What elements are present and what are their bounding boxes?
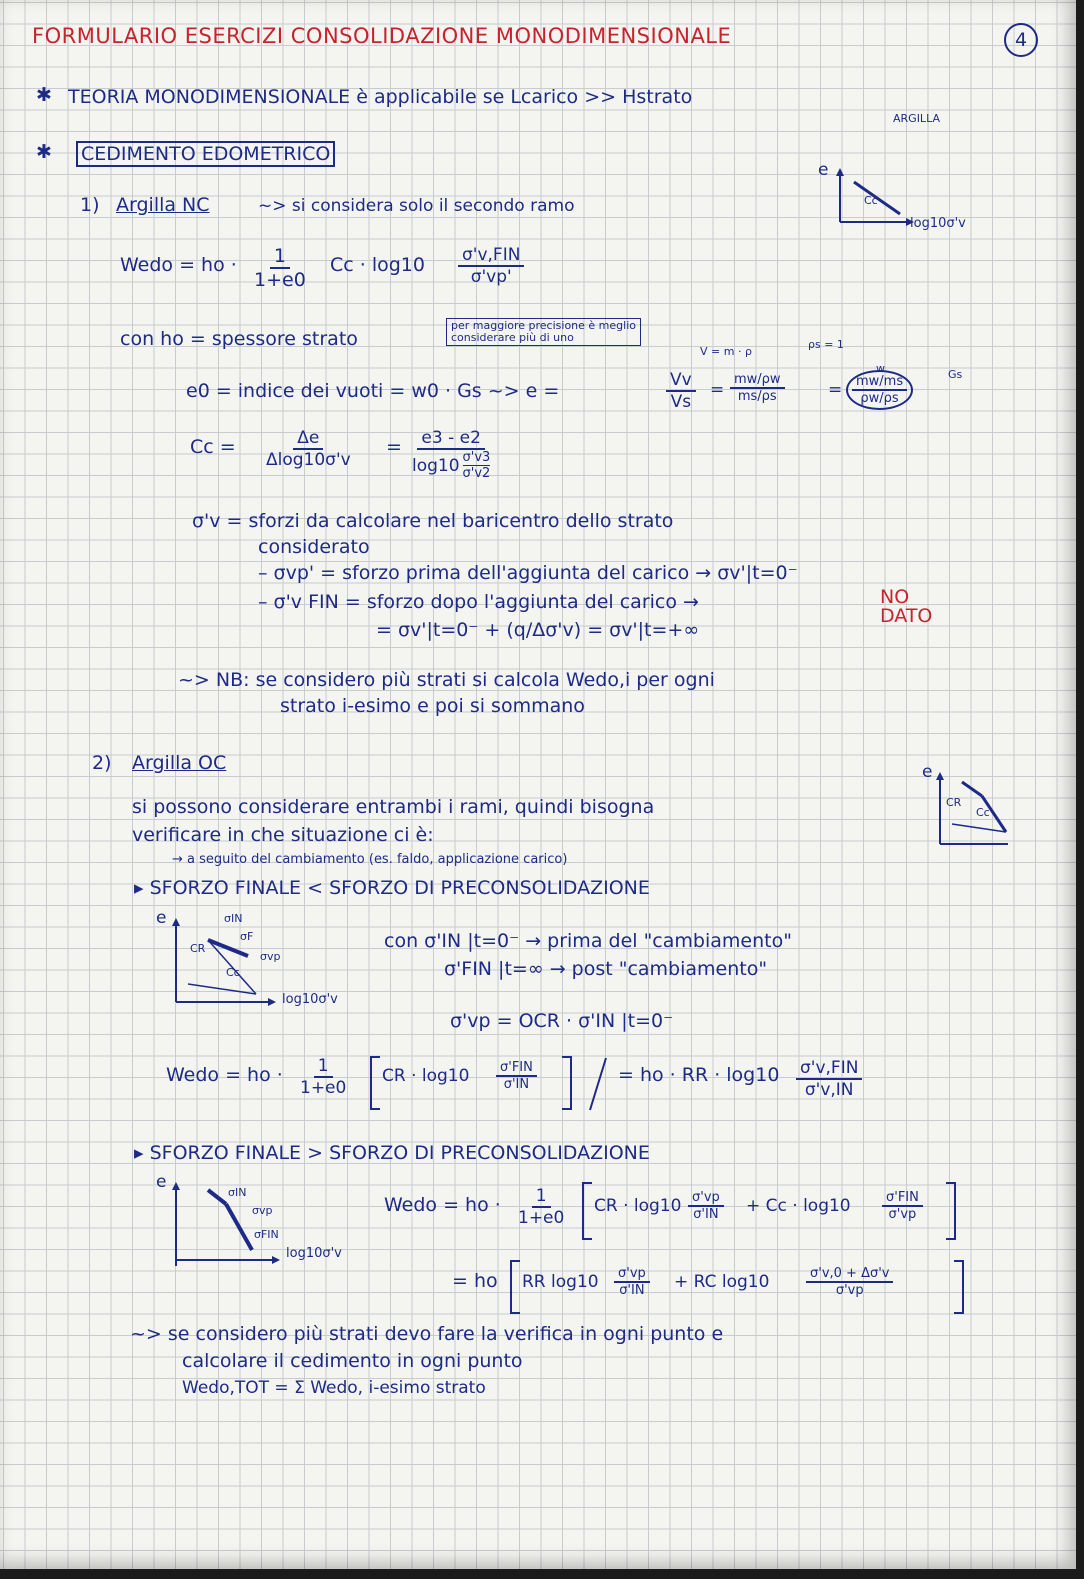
nc-e0-f2d: ms/ρs bbox=[737, 389, 777, 404]
oc-c1-frac1 bbox=[296, 1056, 350, 1098]
oc-para2: verificare in che situazione ci è: bbox=[132, 824, 434, 846]
star-icon: ✱ bbox=[36, 84, 52, 106]
oc-last-line3: Wedo,TOT = Σ Wedo, i-esimo strato bbox=[182, 1378, 486, 1398]
oc-c2-g-bracket-left bbox=[510, 1260, 520, 1314]
oc-c1-f-n: 1 bbox=[314, 1056, 333, 1078]
nc-formula-mid: Cc · log10 bbox=[330, 254, 425, 276]
oc-last-line1: ~> se considero più strati devo fare la verifica in ogni punto e bbox=[130, 1323, 724, 1345]
oc-c2-g-b: + RC log10 bbox=[674, 1272, 770, 1292]
oc-sketch-cr: CR bbox=[946, 796, 962, 809]
page-title: FORMULARIO ESERCIZI CONSOLIDAZIONE MONODIMENSIONALE bbox=[32, 24, 732, 48]
nc-con-note-1: per maggiore precisione è meglio bbox=[451, 319, 636, 332]
oc-heading: Argilla OC bbox=[132, 752, 227, 774]
nc-cc-f2d-den: σ'v2 bbox=[462, 466, 491, 481]
nc-heading-number: 1) bbox=[80, 194, 100, 216]
section-title-edometric: CEDIMENTO EDOMETRICO bbox=[76, 141, 335, 167]
star-icon: ✱ bbox=[36, 141, 52, 163]
oc-para1: si possono considerare entrambi i rami, quindi bisogna bbox=[132, 796, 655, 818]
oc-c2-f-d: 1+e0 bbox=[518, 1208, 565, 1228]
nc-sketch-axis: log10σ'v bbox=[910, 216, 966, 231]
oc-c2-g-frac-a bbox=[614, 1266, 650, 1298]
oc-case1-heading: ▸ SFORZO FINALE < SFORZO DI PRECONSOLIDAZIONE bbox=[134, 877, 650, 899]
oc-c2-e: e bbox=[156, 1172, 167, 1192]
nc-e0-w: w bbox=[876, 362, 885, 375]
nc-e0-f3d: ρw/ρs bbox=[860, 391, 899, 406]
nc-formula-den1: 1+e0 bbox=[254, 269, 306, 291]
nc-con-note bbox=[446, 318, 641, 346]
nc-nb-line2: strato i-esimo e poi si sommano bbox=[280, 695, 585, 717]
nc-svfin-note: NO DATO bbox=[880, 586, 933, 627]
oc-c2-g-bracket-right bbox=[954, 1260, 964, 1314]
nc-cc-eq: = bbox=[386, 436, 402, 458]
nc-sv-line1: σ'v = sforzi da calcolare nel baricentro dello strato bbox=[192, 510, 674, 532]
nc-formula-frac1 bbox=[250, 245, 310, 291]
oc-c2-sin: σIN bbox=[228, 1186, 247, 1199]
oc-c1-axis: log10σ'v bbox=[282, 992, 338, 1007]
oc-c2-axis: log10σ'v bbox=[286, 1246, 342, 1261]
oc-c2-f-bn: σ'FIN bbox=[882, 1190, 923, 1207]
oc-c2-f-b: + Cc · log10 bbox=[746, 1196, 851, 1216]
oc-c2-bracket-left bbox=[582, 1182, 592, 1240]
nc-cc-f1d: Δlog10σ'v bbox=[266, 450, 351, 470]
nc-svfin-line2: = σv'|t=0⁻ + (q/Δσ'v) = σv'|t=+∞ bbox=[376, 619, 700, 641]
nc-e-log-sketch bbox=[816, 160, 996, 240]
nc-con-note-2: considerare più di uno bbox=[451, 331, 574, 344]
oc-c1-svp: σvp bbox=[260, 950, 281, 963]
oc-c2-g-bd: σ'vp bbox=[835, 1283, 864, 1298]
nc-heading: Argilla NC bbox=[116, 194, 210, 216]
nc-cc-f2d-log: log10 bbox=[412, 455, 460, 476]
oc-c1-f-d: 1+e0 bbox=[300, 1078, 347, 1098]
nc-cc-lhs: Cc = bbox=[190, 436, 236, 458]
nc-e0-top2: ρs = 1 bbox=[808, 338, 844, 351]
oc-c1-f-d3: σ'v,IN bbox=[804, 1080, 854, 1100]
nc-formula-num1: 1 bbox=[270, 245, 290, 269]
page-number: 4 bbox=[1004, 23, 1038, 57]
oc-c1-bracket-right bbox=[562, 1056, 572, 1110]
oc-c1-f-in: CR · log10 bbox=[382, 1066, 470, 1086]
nc-e0-line: e0 = indice dei vuoti = w0 · Gs ~> e = bbox=[186, 380, 560, 402]
nc-con-ho: con ho = spessore strato bbox=[120, 328, 358, 350]
oc-heading-number: 2) bbox=[92, 752, 112, 774]
nc-cc-f2n: e3 - e2 bbox=[417, 428, 485, 450]
oc-c1-slash bbox=[586, 1054, 610, 1114]
oc-c1-frac2 bbox=[496, 1060, 537, 1092]
nc-e0-frac1 bbox=[666, 370, 696, 412]
oc-c1-f-n2: σ'FIN bbox=[496, 1060, 537, 1077]
nc-e0-f1n: Vv bbox=[666, 370, 696, 392]
oc-c2-frac-b bbox=[882, 1190, 923, 1222]
oc-case2-sketch bbox=[152, 1170, 382, 1280]
oc-c2-f-bd: σ'vp bbox=[888, 1207, 917, 1222]
oc-c1-e: e bbox=[156, 908, 167, 928]
theory-sub: ARGILLA bbox=[893, 112, 940, 125]
notebook-page: FORMULARIO ESERCIZI CONSOLIDAZIONE MONODIMENSIONALE 4 ✱ TEORIA MONODIMENSIONALE è applicabile se Lcarico >> Hstrato ARGILLA ✱ CEDIMENTO EDOMETRICO 1) Argilla NC ~> si considera solo il secondo ramo e Cc log10σ'v Wedo = ho · $\frac{1}{1+e0}$ Cc · log10 σ'v,FIN σ'vp' con ho = spessore strato per maggiore precisione è meglio considerare più di uno V = m · ρ ρs = 1 e0 = indice dei vuoti = w0 · Gs ~> e = $\frac{Vv}{Vs}$ = $\frac{mw/\rho w}{ms/\rho s}$ = $\frac{mw/ms}{\rho w/\rho s}$ w Gs Cc = $\frac{\Delta e}{\Delta\log 10\sigma'v}$ = e3 - e2 log10 $\frac{\sigma'v3}{\sigma'v2}$ σ'v = sforzi da calcolare nel baricentro dello strato considerato – σvp' = sforzo prima dell'aggiunta del carico → σv'|t=0⁻ – σ'v FIN = sforzo dopo l'aggiunta del carico → NO DATO = σv'|t=0⁻ + (q/Δσ'v) = σv'|t=+∞ ~> NB: se considero più strati si calcola Wedo,i per ogni strato i-esimo e poi si sommano 2) Argilla OC e CR Cc si possono considerare entrambi i rami, quindi bisogna verificare in che situazione ci è: → a seguito del cambiamento (es. faldo, applicazione carico) ▸ SFORZO FINALE < SFORZO DI PRECONSOLIDAZIONE e σIN σF σvp CR Cc log10σ'v con σ'IN |t=0⁻ → prima del "cambiamento" σ'FIN |t=∞ → post "cambiamento" σ'vp = OCR · σ'IN |t=0⁻ Wedo = ho · $\frac{1}{1+e0}$ CR · log10 σ'FIN σ'IN = ho · RR · log10 σ'v,FIN σ'v,IN ▸ SFORZO FINALE > SFORZO DI PRECONSOLIDAZIONE e σIN σvp σFIN log10σ'v Wedo = ho · $\frac{1}{1+e0}$ CR · log10 $\frac{\sigma'vp}{\sigma'IN}$ + Cc · log10 σ'FIN σ'vp = ho RR log10 $\frac{\sigma'vp}{\sigma'IN}$ + RC log10 $\frac{\sigma'v,0 + \Delta\sigma'v}{\sigma'vp}$ ~> se considero più strati devo fare la verifica in ogni punto e calcolare il cedimento in ogni punto Wedo,TOT = Σ Wedo, i-esimo strato bbox=[0, 0, 1076, 1569]
oc-c2-g-ad: σ'IN bbox=[619, 1283, 645, 1298]
oc-c1-f-d2: σ'IN bbox=[503, 1077, 530, 1092]
nc-e0-frac3 bbox=[846, 370, 913, 410]
nc-e0-f3n: mw/ms bbox=[852, 374, 907, 391]
nc-svp-line: – σvp' = sforzo prima dell'aggiunta del carico → σv'|t=0⁻ bbox=[258, 562, 798, 584]
oc-c2-frac-a bbox=[688, 1190, 724, 1222]
oc-c1-f-eq: = ho · RR · log10 bbox=[618, 1064, 780, 1086]
oc-e-log-sketch bbox=[922, 762, 1022, 852]
nc-formula-lhs: Wedo = ho · bbox=[120, 254, 237, 276]
oc-c1-line3: σ'vp = OCR · σ'IN |t=0⁻ bbox=[450, 1010, 674, 1032]
oc-c2-g-an: σ'vp bbox=[614, 1266, 650, 1283]
nc-e0-top1: V = m · ρ bbox=[700, 345, 752, 358]
oc-c1-line1: con σ'IN |t=0⁻ → prima del "cambiamento" bbox=[384, 930, 792, 952]
oc-c2-g-a: RR log10 bbox=[522, 1272, 599, 1292]
oc-c1-cr: CR bbox=[190, 942, 206, 955]
oc-sketch-cc: Cc bbox=[976, 806, 990, 819]
nc-sv-line2: considerato bbox=[258, 536, 370, 558]
oc-c2-g-lhs: = ho bbox=[452, 1270, 498, 1292]
nc-e0-frac2 bbox=[730, 372, 785, 404]
oc-c2-f-n: 1 bbox=[532, 1186, 551, 1208]
oc-c2-f-lhs: Wedo = ho · bbox=[384, 1194, 501, 1216]
oc-c1-f-lhs: Wedo = ho · bbox=[166, 1064, 283, 1086]
oc-c2-f-ad: σ'IN bbox=[693, 1207, 719, 1222]
oc-c1-line2: σ'FIN |t=∞ → post "cambiamento" bbox=[444, 958, 768, 980]
nc-e0-f1d: Vs bbox=[670, 392, 692, 412]
nc-sketch-cc: Cc bbox=[864, 194, 878, 207]
oc-c1-bracket-left bbox=[370, 1056, 380, 1110]
nc-sketch-e: e bbox=[818, 160, 829, 180]
nc-cc-frac2 bbox=[408, 428, 494, 481]
oc-para3: → a seguito del cambiamento (es. faldo, applicazione carico) bbox=[172, 852, 568, 867]
nc-e0-f2n: mw/ρw bbox=[730, 372, 785, 389]
oc-c2-f-an: σ'vp bbox=[688, 1190, 724, 1207]
nc-nb-line1: ~> NB: se considero più strati si calcola Wedo,i per ogni bbox=[178, 669, 715, 691]
nc-cc-f1n: Δe bbox=[293, 428, 323, 450]
oc-c2-g-bn: σ'v,0 + Δσ'v bbox=[806, 1266, 893, 1283]
oc-c2-sfin: σFIN bbox=[254, 1228, 279, 1241]
nc-heading-note: ~> si considera solo il secondo ramo bbox=[258, 196, 575, 216]
oc-c1-frac3 bbox=[796, 1058, 862, 1100]
oc-c1-sf: σF bbox=[240, 930, 254, 943]
nc-cc-frac1 bbox=[262, 428, 355, 470]
theory-line: TEORIA MONODIMENSIONALE è applicabile se Lcarico >> Hstrato bbox=[68, 86, 693, 108]
nc-cc-f2d-num: σ'v3 bbox=[462, 450, 491, 465]
oc-c2-g-frac-b bbox=[806, 1266, 893, 1298]
oc-case2-heading: ▸ SFORZO FINALE > SFORZO DI PRECONSOLIDAZIONE bbox=[134, 1142, 650, 1164]
oc-c2-f-a: CR · log10 bbox=[594, 1196, 682, 1216]
oc-c1-sin: σIN bbox=[224, 912, 243, 925]
nc-formula-den2: σ'vp' bbox=[470, 267, 512, 287]
nc-e0-gs: Gs bbox=[948, 368, 963, 381]
oc-c2-svp: σvp bbox=[252, 1204, 273, 1217]
oc-c1-f-n3: σ'v,FIN bbox=[796, 1058, 862, 1080]
nc-formula-num2: σ'v,FIN bbox=[458, 245, 524, 267]
oc-sketch-e: e bbox=[922, 762, 933, 782]
oc-last-line2: calcolare il cedimento in ogni punto bbox=[182, 1350, 523, 1372]
oc-c1-cc: Cc bbox=[226, 966, 240, 979]
oc-c2-frac1 bbox=[514, 1186, 568, 1228]
nc-formula-frac2 bbox=[458, 245, 524, 287]
nc-svfin-line: – σ'v FIN = sforzo dopo l'aggiunta del carico → bbox=[258, 591, 699, 613]
oc-c2-bracket-right bbox=[946, 1182, 956, 1240]
